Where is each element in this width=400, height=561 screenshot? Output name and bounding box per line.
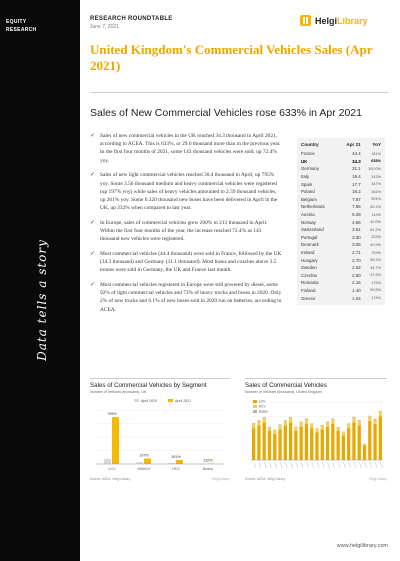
footer-url[interactable]: www.helgilibrary.com — [336, 543, 388, 549]
column-header-yoy: YoY — [372, 142, 381, 147]
helgi-logo-icon — [300, 15, 311, 26]
table-row — [301, 188, 381, 196]
bar — [257, 420, 260, 421]
bar — [112, 417, 119, 464]
bar — [294, 427, 297, 428]
tick-mark — [349, 462, 351, 468]
value-cell: 2.71 — [352, 250, 361, 256]
bullet-text: Sales of new light commercial vehicles reached 30.4 thousand in April, up 795% yoy. Some 3.56 thousand medium and heavy commercial vehicles were registered (up 197% yoy) while sales of heavy vehicles amounted to 2.59 thousand vehicles, up 261% yoy. Some 0.320 thousand new buses have been delivered in April in the UK, up 232% when compared to last year. — [100, 172, 278, 212]
segment-chart-title: Sales of Commercial Vehicles by Segment — [90, 378, 230, 389]
value-cell: 1.40 — [352, 287, 361, 293]
bar — [347, 428, 350, 460]
bar — [104, 459, 111, 464]
yoy-cell: 42.0% — [370, 220, 381, 225]
value-cell: 44.4 — [352, 151, 361, 157]
list-item — [90, 250, 282, 275]
bar — [363, 446, 366, 461]
table-row — [301, 150, 381, 158]
table-row — [301, 173, 381, 181]
publication-date: June 7, 2021 — [90, 24, 119, 30]
country-table — [301, 141, 381, 302]
bar — [379, 417, 382, 461]
bar — [363, 444, 366, 446]
tick-mark — [365, 462, 367, 468]
tick-mark — [317, 462, 319, 468]
bar — [331, 419, 334, 420]
table-header-row — [301, 141, 381, 150]
table-row — [301, 165, 381, 173]
tick-mark — [359, 462, 361, 468]
table-row — [301, 180, 381, 188]
bar — [321, 425, 324, 426]
tick-mark — [338, 462, 340, 468]
bar — [358, 425, 361, 460]
column-header-apr21: Apr 21 — [346, 142, 361, 147]
yoy-cell: 729% — [371, 250, 381, 255]
checkmark-icon: ✓ — [90, 219, 96, 226]
page-title: United Kingdom's Commercial Vehicles Sales (Apr 2021) — [90, 42, 373, 73]
table-row — [301, 249, 381, 257]
segment-chart-subtitle: Number of Vehicles (thousand), UK — [90, 390, 147, 394]
bar — [315, 432, 318, 460]
value-cell: 3.30 — [352, 234, 361, 240]
tick-mark — [275, 462, 277, 468]
bar — [352, 418, 355, 423]
tick-mark — [301, 462, 303, 468]
bar — [284, 421, 287, 425]
bar — [284, 420, 287, 421]
bar — [268, 427, 271, 431]
yoy-cell: 411% — [371, 151, 381, 156]
bar — [373, 419, 376, 420]
bar — [336, 427, 339, 431]
list-item — [90, 132, 282, 165]
bar — [263, 418, 266, 422]
monthly-chart-title: Sales of Commercial Vehicles — [245, 378, 387, 389]
table-row — [301, 226, 381, 234]
bar — [144, 459, 151, 464]
yoy-cell: 44.7% — [370, 265, 381, 270]
bar — [352, 422, 355, 460]
country-table-panel — [297, 138, 385, 305]
legend-swatch — [253, 405, 257, 408]
sidebar-label-line2: RESEARCH — [6, 27, 37, 33]
monthly-chart-source — [245, 477, 387, 481]
value-cell: 34.3 — [352, 158, 361, 164]
legend-swatch — [253, 410, 257, 413]
monthly-chart — [245, 378, 387, 481]
tick-mark — [306, 462, 308, 468]
table-row — [301, 279, 381, 287]
tick-label: M&HCV — [137, 467, 151, 471]
yoy-cell: 223% — [371, 235, 381, 240]
tick-label: Buses — [203, 467, 213, 471]
yoy-cell: 161% — [371, 189, 381, 194]
monthly-chart-plot — [245, 396, 387, 476]
value-cell: 2.70 — [352, 257, 361, 263]
table-row — [301, 234, 381, 242]
country-cell: Hungary — [301, 257, 318, 263]
tick-mark — [264, 462, 266, 468]
bar — [257, 425, 260, 460]
bullet-list — [90, 132, 282, 320]
table-row — [301, 211, 381, 219]
bar — [263, 422, 266, 460]
yoy-cell: 81.2% — [370, 227, 381, 232]
country-cell: Denmark — [301, 242, 319, 248]
value-cell: 3.06 — [352, 242, 361, 248]
bar — [289, 422, 292, 460]
table-row — [301, 294, 381, 302]
country-cell: Romania — [301, 280, 319, 286]
monthly-chart-subtitle: Number of Vehicles (thousand), United Kingdom — [245, 390, 322, 394]
bullet-text: Most commercial vehicles (44.4 thousand) were sold in France, followed by the UK (34.3 thousand) and Germany (31.1 thousand). Most buses and coaches above 3.5 tonnes were sold in Germany, the UK and France last month. — [100, 250, 282, 274]
bar — [289, 418, 292, 423]
country-cell: Greece — [301, 295, 316, 301]
bar — [310, 423, 313, 424]
helgi-logo[interactable] — [300, 15, 368, 26]
bar — [321, 430, 324, 460]
value-cell: 7.87 — [352, 196, 361, 202]
bar — [278, 425, 281, 429]
data-label: 795% — [107, 412, 117, 417]
header-kicker: RESEARCH ROUNDTABLE — [90, 16, 173, 22]
bar — [315, 428, 318, 429]
value-cell: 19.4 — [352, 174, 361, 180]
bar — [294, 427, 297, 431]
data-label: 197% — [139, 453, 149, 458]
bar — [331, 419, 334, 423]
tick-mark — [296, 462, 298, 468]
legend-label: April 2020 — [141, 399, 158, 403]
bar — [273, 434, 276, 460]
value-cell: 17.7 — [352, 181, 361, 187]
bar — [300, 427, 303, 460]
yoy-cell: 633% — [371, 159, 381, 164]
yoy-cell: 69.1% — [370, 258, 381, 263]
bar — [336, 427, 339, 428]
bullet-text: Most commercial vehicles registered in Europe were still powered by diesel, some 92% of light commercial vehicles and 73% of heavy trucks and buses in 2020. Only 2% of new trucks and 6.1% of new buses sold in 2020 run on batteries, according to ACEA. — [100, 282, 282, 313]
tick-mark — [254, 462, 256, 468]
table-row — [301, 256, 381, 264]
tick-label: LCV — [108, 467, 116, 471]
yoy-cell: 243% — [371, 174, 381, 179]
table-row — [301, 158, 381, 166]
country-cell: Norway — [301, 219, 316, 225]
sidebar — [0, 0, 80, 561]
table-body — [301, 150, 381, 302]
table-row — [301, 241, 381, 249]
bar — [326, 422, 329, 426]
bar — [294, 431, 297, 460]
country-cell: Belgium — [301, 196, 317, 202]
table-row — [301, 287, 381, 295]
tick-mark — [380, 462, 382, 468]
yoy-cell: 175% — [371, 280, 381, 285]
logo-text — [315, 16, 368, 26]
bar — [273, 430, 276, 431]
bar — [268, 431, 271, 460]
bar — [326, 427, 329, 460]
country-cell: Portugal — [301, 234, 318, 240]
value-cell: 16.2 — [352, 189, 361, 195]
list-item — [90, 281, 282, 314]
legend-swatch — [168, 399, 173, 402]
bar — [321, 425, 324, 429]
source-text: Source: ACEA, Helgi Library — [90, 477, 131, 481]
checkmark-icon: ✓ — [90, 133, 96, 139]
checkmark-icon: ✓ — [90, 282, 96, 289]
sidebar-label-line1: EQUITY — [6, 19, 27, 25]
yoy-cell: 90.5% — [370, 288, 381, 293]
source-logo: Helgi Library — [212, 477, 230, 481]
bar — [300, 422, 303, 426]
table-row — [301, 264, 381, 272]
country-cell: Czechia — [301, 272, 317, 278]
table-row — [301, 203, 381, 211]
country-cell: UK — [301, 158, 308, 164]
tick-mark — [322, 462, 324, 468]
bar — [252, 424, 255, 428]
segment-chart-plot — [90, 396, 230, 476]
country-cell: Finland — [301, 287, 316, 293]
value-cell: 7.65 — [352, 204, 361, 210]
data-label: 232% — [203, 458, 213, 463]
tick-mark — [259, 462, 261, 468]
bar — [284, 425, 287, 460]
bar — [136, 462, 143, 464]
bar — [342, 435, 345, 460]
legend-swatch — [134, 399, 139, 402]
source-logo: Helgi Library — [369, 477, 387, 481]
logo-text-a: Helgi — [315, 15, 338, 26]
bar — [368, 416, 371, 420]
tick-mark — [354, 462, 356, 468]
yoy-cell: 40.9% — [370, 242, 381, 247]
bar — [358, 420, 361, 421]
segment-chart-source — [90, 477, 230, 481]
country-cell: Germany — [301, 166, 320, 172]
tick-mark — [328, 462, 330, 468]
bar — [373, 424, 376, 460]
legend-label: April 2021 — [175, 399, 192, 403]
value-cell: 2.50 — [352, 272, 361, 278]
bar — [300, 422, 303, 423]
country-cell: France — [301, 151, 315, 157]
tick-mark — [375, 462, 377, 468]
data-label: 261% — [171, 455, 181, 460]
tick-mark — [370, 462, 372, 468]
value-cell: 2.15 — [352, 280, 361, 286]
bar — [347, 424, 350, 428]
bar — [379, 411, 382, 416]
bar — [352, 417, 355, 418]
bar — [252, 428, 255, 460]
table-row — [301, 272, 381, 280]
checkmark-icon: ✓ — [90, 250, 96, 257]
legend-label: Buses — [259, 409, 268, 414]
tick-mark — [312, 462, 314, 468]
bar — [331, 424, 334, 460]
yoy-cell: 100.0% — [368, 166, 381, 171]
tick-mark — [285, 462, 287, 468]
bar — [176, 460, 183, 464]
bar — [347, 423, 350, 424]
country-cell: Switzerland — [301, 227, 324, 233]
bar — [252, 423, 255, 424]
yoy-cell: 347% — [371, 182, 381, 187]
bar — [278, 430, 281, 460]
table-row — [301, 196, 381, 204]
value-cell: 1.04 — [352, 295, 361, 301]
yoy-cell: 37.6% — [370, 273, 381, 278]
bar — [310, 428, 313, 460]
bar — [315, 429, 318, 432]
yoy-cell: 174% — [371, 296, 381, 301]
bar — [278, 424, 281, 425]
value-cell: 2.62 — [352, 265, 361, 271]
bar — [373, 419, 376, 423]
tick-mark — [280, 462, 282, 468]
tick-mark — [343, 462, 345, 468]
country-cell: Spain — [301, 181, 313, 187]
bar — [305, 419, 308, 420]
country-cell: Austria — [301, 212, 315, 218]
bar — [263, 417, 266, 418]
bar — [305, 424, 308, 460]
bar — [342, 432, 345, 435]
tick-mark — [269, 462, 271, 468]
divider — [90, 92, 388, 93]
bar — [326, 422, 329, 423]
legend-label: LCV — [259, 399, 266, 404]
legend-swatch — [253, 400, 257, 403]
country-cell: Poland — [301, 189, 315, 195]
logo-text-b: Library — [337, 15, 368, 26]
tick-label: HCV — [172, 467, 180, 471]
list-item — [90, 219, 282, 244]
bar — [358, 421, 361, 425]
legend-label: HCV — [259, 404, 266, 409]
header — [90, 16, 173, 30]
list-item — [90, 171, 282, 212]
value-cell: 5.39 — [352, 212, 361, 218]
value-cell: 31.1 — [352, 166, 361, 172]
sidebar-tagline: Data tells a story — [35, 239, 49, 361]
bar — [268, 427, 271, 428]
bar — [368, 416, 371, 417]
bullet-text: Sales of new commercial vehicles in the UK reached 34.3 thousand in April 2021, according to ACEA. This is 633%, or 29.6 thousand more than in the previous year. In the first four months of 2021, some 143 thousand vehicles were sold, up 72.4% yoy. — [100, 133, 281, 164]
bar — [368, 421, 371, 460]
sidebar-label — [6, 18, 36, 34]
value-cell: 4.86 — [352, 219, 361, 225]
country-cell: Italy — [301, 174, 310, 180]
yoy-cell: 50.1% — [370, 204, 381, 209]
country-cell: Netherlands — [301, 204, 325, 210]
bar — [257, 421, 260, 425]
tick-mark — [333, 462, 335, 468]
column-header-country: Country — [301, 142, 319, 147]
yoy-cell: 301% — [371, 197, 381, 202]
yoy-cell: 119% — [371, 212, 381, 217]
bar — [289, 417, 292, 418]
country-cell: Sweden — [301, 265, 317, 271]
bullet-text: In Europe, sales of commercial vehicles grew 200% to 213 thousand in April. Within the first four months of the year, the increase reached 72.4% as 143 thousand new vehicles were registered. — [100, 219, 268, 243]
tick-mark — [291, 462, 293, 468]
bar — [305, 419, 308, 423]
value-cell: 3.51 — [352, 227, 361, 233]
bar — [273, 430, 276, 434]
table-row — [301, 218, 381, 226]
bar — [336, 431, 339, 460]
bar — [310, 424, 313, 428]
country-cell: Ireland — [301, 250, 315, 256]
source-text: Source: ACEA, Helgi Library — [245, 477, 286, 481]
segment-chart — [90, 378, 230, 481]
checkmark-icon: ✓ — [90, 172, 96, 179]
section-heading: Sales of New Commercial Vehicles rose 633% in Apr 2021 — [90, 107, 362, 119]
